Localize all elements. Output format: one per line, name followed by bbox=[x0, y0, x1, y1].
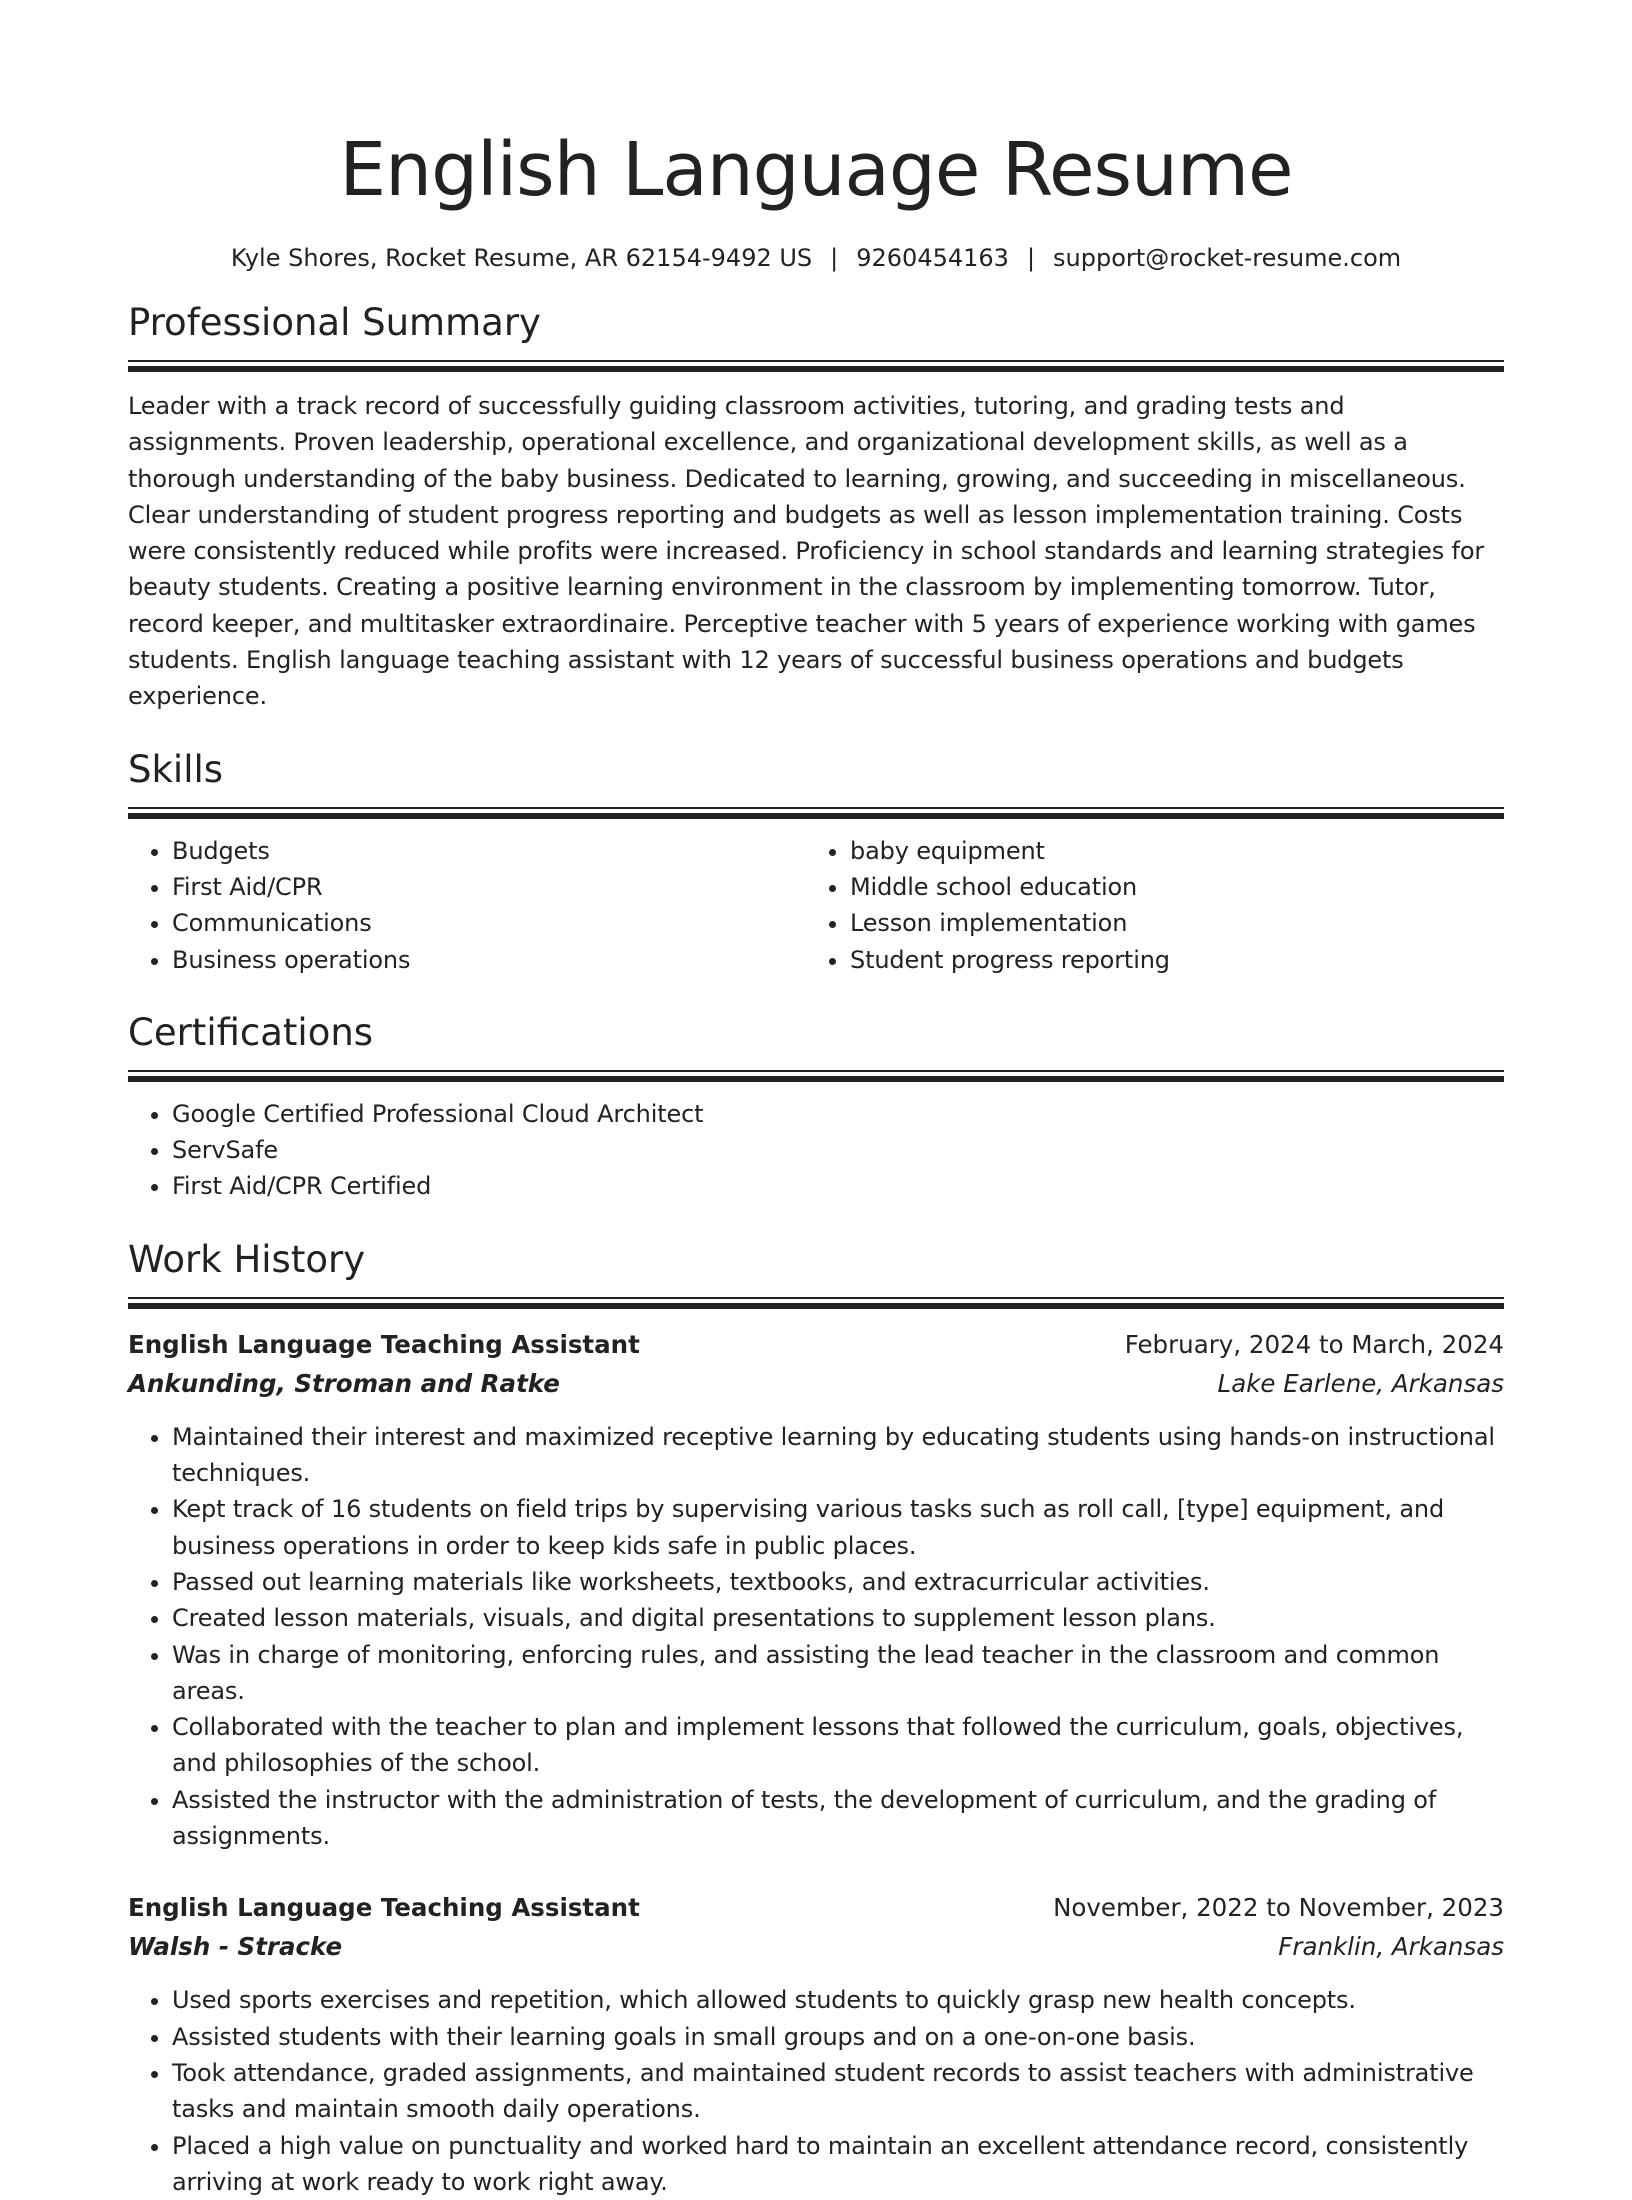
list-item: • Created lesson materials, visuals, and digital presentations to supplement lesson plans. bbox=[172, 1600, 1504, 1636]
job-dates: November, 2022 to November, 2023 bbox=[1053, 1888, 1504, 1927]
section-heading: Work History bbox=[128, 1235, 1504, 1285]
job-employer-row bbox=[128, 1364, 1504, 1403]
job-location: Lake Earlene, Arkansas bbox=[1218, 1364, 1504, 1403]
list-item: • Took attendance, graded assignments, and maintained student records to assist teachers with administrative tasks and maintain smooth daily operations. bbox=[172, 2055, 1504, 2128]
job-bullets bbox=[128, 1982, 1504, 2200]
job-header-row bbox=[128, 1325, 1504, 1364]
section-divider bbox=[128, 360, 1504, 372]
list-item: • Assisted students with their learning goals in small groups and on a one-on-one basis. bbox=[172, 2019, 1504, 2055]
list-item: • Was in charge of monitoring, enforcing rules, and assisting the lead teacher in the classroom and common areas. bbox=[172, 1637, 1504, 1710]
contact-separator: | bbox=[812, 244, 856, 272]
skills-column-right bbox=[806, 833, 1484, 978]
contact-address: Kyle Shores, Rocket Resume, AR 62154-9492 US bbox=[231, 244, 812, 272]
list-item: • Middle school education bbox=[850, 869, 1484, 905]
job-header-row bbox=[128, 1888, 1504, 1927]
section-divider bbox=[128, 1297, 1504, 1309]
contact-phone: 9260454163 bbox=[856, 244, 1009, 272]
list-item: • Passed out learning materials like worksheets, textbooks, and extracurricular activities. bbox=[172, 1564, 1504, 1600]
list-item: • baby equipment bbox=[850, 833, 1484, 869]
job-employer-row bbox=[128, 1927, 1504, 1966]
list-item: • Placed a high value on punctuality and worked hard to maintain an excellent attendance record, consistently arriving at work ready to work right away. bbox=[172, 2128, 1504, 2200]
job-location: Franklin, Arkansas bbox=[1278, 1927, 1504, 1966]
list-item: • Communications bbox=[172, 905, 806, 941]
list-item: • Budgets bbox=[172, 833, 806, 869]
job-company: Ankunding, Stroman and Ratke bbox=[128, 1364, 560, 1403]
contact-line bbox=[128, 240, 1504, 276]
summary-text: Leader with a track record of successfully guiding classroom activities, tutoring, and grading tests and assignments. Proven leadership, operational excellence, and organizational development skills, as well as a thorough understanding of the baby business. Dedicated to learning, growing, and succeeding in miscellaneous. Clear understanding of student progress reporting and budgets as well as lesson implementation training. Costs were consistently reduced while profits were increased. Proficiency in school standards and learning strategies for beauty students. Creating a positive learning environment in the classroom by implementing tomorrow. Tutor, record keeper, and multitasker extraordinaire. Perceptive teacher with 5 years of experience working with games students. English language teaching assistant with 12 years of successful business operations and budgets experience. bbox=[128, 388, 1504, 715]
job-dates: February, 2024 to March, 2024 bbox=[1125, 1325, 1504, 1364]
skills-list bbox=[128, 833, 806, 978]
section-divider bbox=[128, 807, 1504, 819]
list-item: • Assisted the instructor with the administration of tests, the development of curriculum, and the grading of assignments. bbox=[172, 1782, 1504, 1855]
list-item: • Lesson implementation bbox=[850, 905, 1484, 941]
skills-column-left bbox=[128, 833, 806, 978]
section-heading: Certifications bbox=[128, 1008, 1504, 1058]
skills-list bbox=[806, 833, 1484, 978]
section-heading: Professional Summary bbox=[128, 298, 1504, 348]
section-divider bbox=[128, 1070, 1504, 1082]
contact-email[interactable]: support@rocket-resume.com bbox=[1053, 244, 1401, 272]
job-bullets bbox=[128, 1419, 1504, 1855]
certifications-section bbox=[128, 1008, 1504, 1205]
list-item: • Business operations bbox=[172, 942, 806, 978]
contact-separator: | bbox=[1009, 244, 1053, 272]
list-item: • Kept track of 16 students on field trips by supervising various tasks such as roll call, [type] equipment, and business operations in order to keep kids safe in public places. bbox=[172, 1491, 1504, 1564]
list-item: • Used sports exercises and repetition, which allowed students to quickly grasp new health concepts. bbox=[172, 1982, 1504, 2018]
skills-section bbox=[128, 745, 1504, 978]
job-title: English Language Teaching Assistant bbox=[128, 1325, 640, 1364]
job-entry bbox=[128, 1325, 1504, 1855]
skills-grid bbox=[128, 833, 1504, 978]
certifications-list bbox=[128, 1096, 1504, 1205]
list-item: • First Aid/CPR Certified bbox=[172, 1168, 1504, 1204]
resume-page bbox=[128, 0, 1504, 2200]
section-heading: Skills bbox=[128, 745, 1504, 795]
job-entry bbox=[128, 1888, 1504, 2200]
work-history-section bbox=[128, 1235, 1504, 2200]
resume-title: English Language Resume bbox=[128, 118, 1504, 222]
list-item: • Student progress reporting bbox=[850, 942, 1484, 978]
list-item: • ServSafe bbox=[172, 1132, 1504, 1168]
professional-summary-section bbox=[128, 298, 1504, 715]
list-item: • Collaborated with the teacher to plan and implement lessons that followed the curriculum, goals, objectives, and philosophies of the school. bbox=[172, 1709, 1504, 1782]
list-item: • First Aid/CPR bbox=[172, 869, 806, 905]
list-item: • Maintained their interest and maximized receptive learning by educating students using hands-on instructional techniques. bbox=[172, 1419, 1504, 1492]
job-company: Walsh - Stracke bbox=[128, 1927, 342, 1966]
list-item: • Google Certified Professional Cloud Architect bbox=[172, 1096, 1504, 1132]
job-title: English Language Teaching Assistant bbox=[128, 1888, 640, 1927]
